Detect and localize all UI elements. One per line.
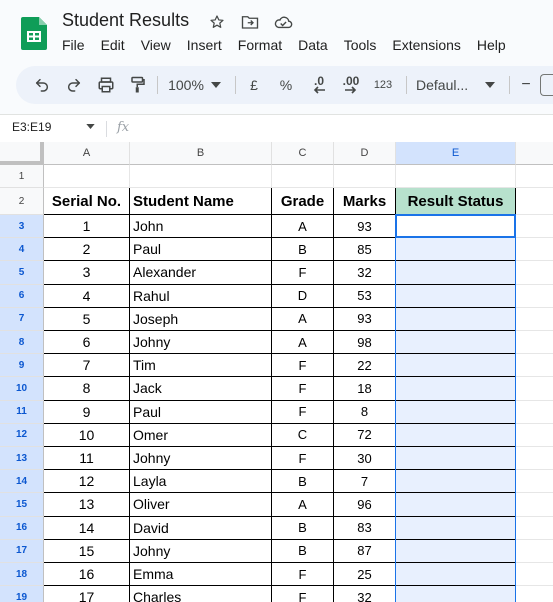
- empty-cell[interactable]: [516, 215, 553, 238]
- table-cell[interactable]: 2: [44, 238, 130, 261]
- table-cell[interactable]: C: [272, 424, 334, 447]
- select-all-corner[interactable]: [0, 142, 44, 165]
- increase-decimal-button[interactable]: .00: [338, 66, 364, 104]
- table-cell[interactable]: A: [272, 493, 334, 516]
- table-cell[interactable]: D: [272, 285, 334, 308]
- table-cell[interactable]: Emma: [130, 563, 272, 586]
- menu-insert[interactable]: Insert: [186, 37, 222, 53]
- table-cell[interactable]: B: [272, 238, 334, 261]
- empty-cell[interactable]: [516, 493, 553, 516]
- table-cell[interactable]: 10: [44, 424, 130, 447]
- table-cell[interactable]: Layla: [130, 470, 272, 493]
- table-cell[interactable]: Tim: [130, 354, 272, 377]
- table-cell[interactable]: 72: [334, 424, 396, 447]
- table-cell[interactable]: 8: [334, 401, 396, 424]
- table-cell[interactable]: Charles: [130, 586, 272, 602]
- column-header-e[interactable]: E: [396, 142, 516, 165]
- arrow-left-icon: [312, 86, 326, 94]
- result-status-cell[interactable]: [396, 215, 516, 238]
- empty-cell[interactable]: [516, 261, 553, 284]
- menu-view[interactable]: View: [140, 37, 171, 53]
- empty-cell[interactable]: [516, 354, 553, 377]
- table-cell[interactable]: F: [272, 563, 334, 586]
- empty-cell[interactable]: [516, 470, 553, 493]
- row-header-10[interactable]: 10: [0, 377, 44, 400]
- result-status-cell[interactable]: [396, 261, 516, 284]
- empty-cell[interactable]: [516, 238, 553, 261]
- column-header-f[interactable]: [516, 142, 553, 165]
- zoom-value: 100%: [168, 77, 204, 93]
- table-cell[interactable]: 96: [334, 493, 396, 516]
- column-header-c[interactable]: C: [272, 142, 334, 165]
- table-cell[interactable]: Paul: [130, 401, 272, 424]
- table-header-cell[interactable]: Student Name: [130, 188, 272, 215]
- fx-icon: fx: [117, 120, 130, 135]
- row-header-7[interactable]: 7: [0, 308, 44, 331]
- table-cell[interactable]: 13: [44, 493, 130, 516]
- name-box[interactable]: E3:E19: [12, 120, 52, 134]
- table-header-cell[interactable]: Serial No.: [44, 188, 130, 215]
- paint-format-icon[interactable]: [126, 66, 150, 104]
- result-status-cell[interactable]: [396, 238, 516, 261]
- name-box-dropdown-icon[interactable]: [86, 124, 95, 129]
- table-cell[interactable]: B: [272, 540, 334, 563]
- move-folder-icon[interactable]: [240, 12, 260, 32]
- row-header-3[interactable]: 3: [0, 215, 44, 238]
- result-status-cell[interactable]: [396, 331, 516, 354]
- row-header-14[interactable]: 14: [0, 470, 44, 493]
- table-cell[interactable]: Johny: [130, 447, 272, 470]
- menu-edit[interactable]: Edit: [100, 37, 125, 53]
- empty-cell[interactable]: [44, 165, 130, 188]
- zoom-dropdown-icon[interactable]: [208, 66, 224, 104]
- document-title[interactable]: Student Results: [62, 10, 190, 30]
- table-cell[interactable]: 32: [334, 261, 396, 284]
- result-status-cell[interactable]: [396, 586, 516, 602]
- zoom-select[interactable]: [162, 66, 210, 104]
- row-header-12[interactable]: 12: [0, 424, 44, 447]
- table-cell[interactable]: B: [272, 517, 334, 540]
- table-cell[interactable]: 7: [334, 470, 396, 493]
- table-cell[interactable]: A: [272, 308, 334, 331]
- result-status-cell[interactable]: [396, 517, 516, 540]
- result-status-cell[interactable]: [396, 285, 516, 308]
- menu-help[interactable]: Help: [476, 37, 506, 53]
- sheets-logo-icon[interactable]: [21, 17, 47, 50]
- menu-file[interactable]: File: [62, 37, 85, 53]
- star-icon[interactable]: [207, 12, 227, 32]
- result-status-cell[interactable]: [396, 470, 516, 493]
- font-select[interactable]: Defaul...: [416, 77, 469, 93]
- empty-cell[interactable]: [516, 563, 553, 586]
- menu-data[interactable]: Data: [298, 37, 328, 53]
- empty-cell[interactable]: [516, 188, 553, 215]
- empty-cell[interactable]: [516, 165, 553, 188]
- table-cell[interactable]: F: [272, 354, 334, 377]
- table-cell[interactable]: 98: [334, 331, 396, 354]
- empty-cell[interactable]: [516, 447, 553, 470]
- table-cell[interactable]: 83: [334, 517, 396, 540]
- table-cell[interactable]: 9: [44, 401, 130, 424]
- table-cell[interactable]: 93: [334, 308, 396, 331]
- table-cell[interactable]: Johny: [130, 540, 272, 563]
- cloud-status-icon[interactable]: [273, 12, 293, 32]
- table-cell[interactable]: 3: [44, 261, 130, 284]
- table-cell[interactable]: 30: [334, 447, 396, 470]
- result-status-cell[interactable]: [396, 354, 516, 377]
- table-cell[interactable]: 8: [44, 377, 130, 400]
- row-header-16[interactable]: 16: [0, 517, 44, 540]
- table-cell[interactable]: 11: [44, 447, 130, 470]
- title-bar: [0, 0, 553, 64]
- table-cell[interactable]: Paul: [130, 238, 272, 261]
- undo-icon[interactable]: [30, 66, 54, 104]
- table-cell[interactable]: Alexander: [130, 261, 272, 284]
- table-cell[interactable]: 7: [44, 354, 130, 377]
- table-cell[interactable]: David: [130, 517, 272, 540]
- row-header-2[interactable]: 2: [0, 188, 44, 215]
- table-cell[interactable]: John: [130, 215, 272, 238]
- column-header-b[interactable]: B: [130, 142, 272, 165]
- table-cell[interactable]: F: [272, 586, 334, 602]
- table-cell[interactable]: Oliver: [130, 493, 272, 516]
- font-size-decrease-button[interactable]: −: [521, 76, 531, 93]
- redo-icon[interactable]: [62, 66, 86, 104]
- print-icon[interactable]: [94, 66, 118, 104]
- table-cell[interactable]: 5: [44, 308, 130, 331]
- result-status-cell[interactable]: [396, 447, 516, 470]
- table-cell[interactable]: 4: [44, 285, 130, 308]
- empty-cell[interactable]: [516, 401, 553, 424]
- row-header-17[interactable]: 17: [0, 540, 44, 563]
- table-cell[interactable]: A: [272, 331, 334, 354]
- table-cell[interactable]: A: [272, 215, 334, 238]
- table-cell[interactable]: Rahul: [130, 285, 272, 308]
- table-header-cell[interactable]: Result Status: [396, 188, 516, 215]
- row-header-8[interactable]: 8: [0, 331, 44, 354]
- empty-cell[interactable]: [516, 285, 553, 308]
- table-cell[interactable]: 85: [334, 238, 396, 261]
- table-cell[interactable]: 6: [44, 331, 130, 354]
- table-header-cell[interactable]: Marks: [334, 188, 396, 215]
- row-header-1[interactable]: 1: [0, 165, 44, 188]
- table-cell[interactable]: 53: [334, 285, 396, 308]
- empty-cell[interactable]: [516, 586, 553, 602]
- table-cell[interactable]: Johny: [130, 331, 272, 354]
- result-status-cell[interactable]: [396, 540, 516, 563]
- result-status-cell[interactable]: [396, 308, 516, 331]
- table-cell[interactable]: 18: [334, 377, 396, 400]
- table-cell[interactable]: 17: [44, 586, 130, 602]
- row-header-4[interactable]: 4: [0, 238, 44, 261]
- currency-format-button[interactable]: £: [250, 77, 258, 93]
- table-cell[interactable]: F: [272, 447, 334, 470]
- result-status-cell[interactable]: [396, 377, 516, 400]
- row-header-11[interactable]: 11: [0, 401, 44, 424]
- table-cell[interactable]: F: [272, 261, 334, 284]
- table-cell[interactable]: 87: [334, 540, 396, 563]
- empty-cell[interactable]: [516, 540, 553, 563]
- empty-cell[interactable]: [516, 424, 553, 447]
- result-status-cell[interactable]: [396, 424, 516, 447]
- table-header-cell[interactable]: Grade: [272, 188, 334, 215]
- more-formats-button[interactable]: 123: [373, 79, 393, 91]
- row-header-6[interactable]: 6: [0, 285, 44, 308]
- column-header-d[interactable]: D: [334, 142, 396, 165]
- table-cell[interactable]: 14: [44, 517, 130, 540]
- column-header-a[interactable]: A: [44, 142, 130, 165]
- result-status-cell[interactable]: [396, 401, 516, 424]
- empty-cell[interactable]: [516, 331, 553, 354]
- table-cell[interactable]: Jack: [130, 377, 272, 400]
- decrease-decimal-button[interactable]: .0: [306, 66, 332, 104]
- table-cell[interactable]: 32: [334, 586, 396, 602]
- empty-cell[interactable]: [516, 308, 553, 331]
- table-cell[interactable]: 15: [44, 540, 130, 563]
- empty-cell[interactable]: [272, 165, 334, 188]
- font-size-input[interactable]: [540, 66, 553, 104]
- table-cell[interactable]: 22: [334, 354, 396, 377]
- empty-cell[interactable]: [516, 377, 553, 400]
- arrow-right-icon: [344, 86, 358, 94]
- font-dropdown-icon[interactable]: [482, 66, 498, 104]
- result-status-cell[interactable]: [396, 563, 516, 586]
- table-cell[interactable]: 25: [334, 563, 396, 586]
- formula-bar: [0, 114, 553, 144]
- table-cell[interactable]: Omer: [130, 424, 272, 447]
- row-header-9[interactable]: 9: [0, 354, 44, 377]
- empty-cell[interactable]: [516, 517, 553, 540]
- spreadsheet-grid[interactable]: [0, 142, 553, 602]
- result-status-cell[interactable]: [396, 493, 516, 516]
- menu-format[interactable]: Format: [237, 37, 283, 53]
- empty-cell[interactable]: [334, 165, 396, 188]
- table-cell[interactable]: 12: [44, 470, 130, 493]
- empty-cell[interactable]: [130, 165, 272, 188]
- menu-bar: [62, 37, 522, 53]
- row-header-19[interactable]: 19: [0, 586, 44, 602]
- table-cell[interactable]: 16: [44, 563, 130, 586]
- table-cell[interactable]: 1: [44, 215, 130, 238]
- row-header-13[interactable]: 13: [0, 447, 44, 470]
- menu-extensions[interactable]: Extensions: [392, 37, 461, 53]
- table-cell[interactable]: F: [272, 377, 334, 400]
- table-cell[interactable]: B: [272, 470, 334, 493]
- table-cell[interactable]: Joseph: [130, 308, 272, 331]
- table-cell[interactable]: F: [272, 401, 334, 424]
- row-header-18[interactable]: 18: [0, 563, 44, 586]
- empty-cell[interactable]: [396, 165, 516, 188]
- row-header-15[interactable]: 15: [0, 493, 44, 516]
- row-header-5[interactable]: 5: [0, 261, 44, 284]
- toolbar: [16, 66, 553, 104]
- table-cell[interactable]: 93: [334, 215, 396, 238]
- menu-tools[interactable]: Tools: [343, 37, 377, 53]
- percent-format-button[interactable]: %: [279, 77, 293, 93]
